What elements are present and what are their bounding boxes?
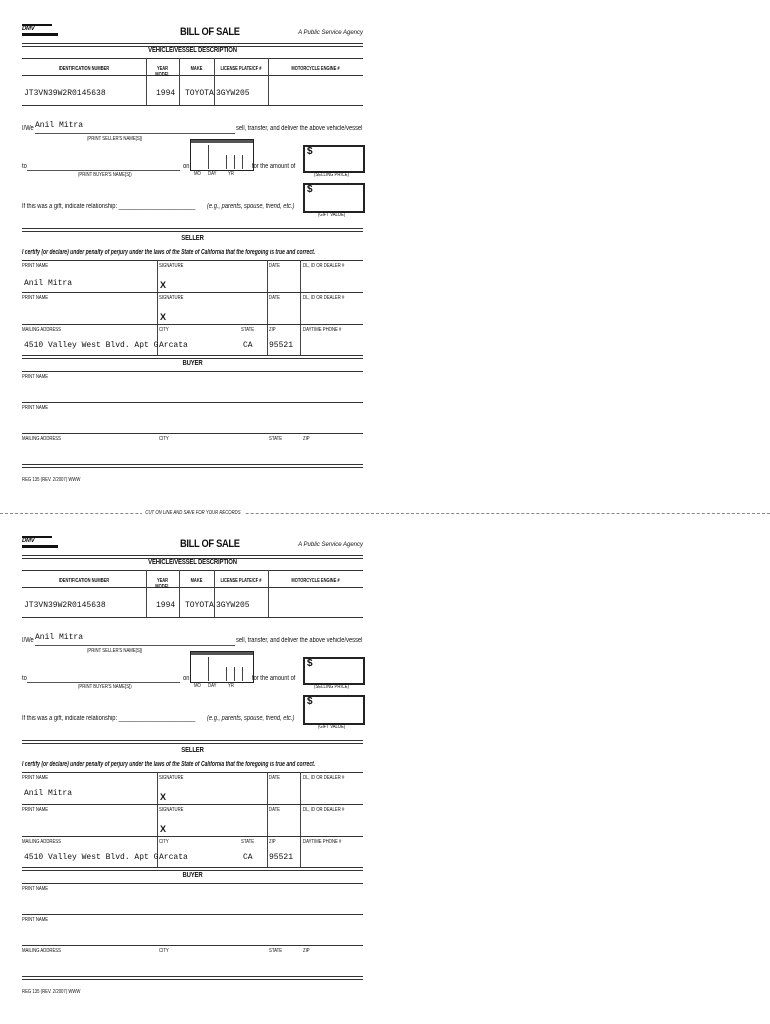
address-value: 4510 Valley West Blvd. Apt G xyxy=(24,853,159,862)
agency-text: A Public Service Agency xyxy=(298,542,363,548)
dl-id-label: DL, ID OR DEALER # xyxy=(303,295,345,301)
seller-section-title: SELLER xyxy=(181,747,204,754)
mailing-label: MAILING ADDRESS xyxy=(22,839,61,845)
year-value: 1994 xyxy=(156,601,176,610)
gift-value-label: (GIFT VALUE) xyxy=(318,724,346,730)
signature-label: SIGNATURE xyxy=(159,807,184,813)
state-label: STATE xyxy=(241,327,255,333)
state-value: CA xyxy=(243,853,253,862)
print-name-label: PRINT NAME xyxy=(22,807,49,813)
mailing-label: MAILING ADDRESS xyxy=(22,327,61,333)
make-value: TOYOTA xyxy=(185,89,214,98)
col-year-header: YEAR MODEL xyxy=(155,578,170,590)
date-label: DATE xyxy=(269,263,281,269)
year-value: 1994 xyxy=(156,89,176,98)
signature-label: SIGNATURE xyxy=(159,775,184,781)
buyer-print-name-label: PRINT NAME xyxy=(22,886,49,892)
col-make-header: MAKE xyxy=(190,66,203,72)
iwe-label: I/We xyxy=(22,637,34,644)
dl-id-label: DL, ID OR DEALER # xyxy=(303,263,345,269)
footer-code: REG 135 (REV. 2/2007) WWW xyxy=(22,989,81,995)
certify-text: I certify (or declare) under penalty of perjury under the laws of the State of California that the foregoing is true and correct. xyxy=(22,249,316,256)
dl-id-label: DL, ID OR DEALER # xyxy=(303,775,345,781)
zip-label: ZIP xyxy=(269,327,276,333)
city-label: CITY xyxy=(159,839,169,845)
gift-label: If this was a gift, indicate relationship: ________________________ xyxy=(22,203,196,210)
bill-of-sale-form-2 xyxy=(22,534,363,1014)
vehicle-section-title: VEHICLE/VESSEL DESCRIPTION xyxy=(148,559,237,566)
vehicle-section-title: VEHICLE/VESSEL DESCRIPTION xyxy=(148,47,237,54)
plate-value: 3GYW205 xyxy=(216,89,250,98)
cut-line xyxy=(0,513,770,514)
col-plate-header: LICENSE PLATE/CF # xyxy=(220,578,262,584)
for-amount-label: for the amount of xyxy=(252,675,296,682)
plate-value: 3GYW205 xyxy=(216,601,250,610)
signature-x-2: X xyxy=(160,312,167,322)
sell-transfer-text: sell, transfer, and deliver the above vehicle/vessel xyxy=(236,637,363,644)
signature-label: SIGNATURE xyxy=(159,263,184,269)
gift-value-label: (GIFT VALUE) xyxy=(318,212,346,218)
buyer-mailing-label: MAILING ADDRESS xyxy=(22,948,61,954)
yr-label: YR xyxy=(228,171,234,177)
city-value: Arcata xyxy=(159,853,188,862)
to-label: to xyxy=(22,163,27,170)
dl-id-label: DL, ID OR DEALER # xyxy=(303,807,345,813)
print-buyers-label: (PRINT BUYER'S NAME[S]) xyxy=(78,684,132,690)
print-sellers-label: (PRINT SELLER'S NAME[S]) xyxy=(87,136,143,142)
phone-label: DAYTIME PHONE # xyxy=(303,839,342,845)
dmv-logo: DMV xyxy=(22,22,58,38)
buyer-mailing-label: MAILING ADDRESS xyxy=(22,436,61,442)
make-value: TOYOTA xyxy=(185,601,214,610)
seller-name-value: Anil Mitra xyxy=(35,633,84,642)
dmv-logo: DMV xyxy=(22,534,58,550)
buyer-state-label: STATE xyxy=(269,436,283,442)
selling-price-label: (SELLING PRICE) xyxy=(314,684,349,690)
date-label: DATE xyxy=(269,295,281,301)
buyer-print-name-label: PRINT NAME xyxy=(22,405,49,411)
day-label: DAY xyxy=(208,171,217,177)
buyer-city-label: CITY xyxy=(159,436,169,442)
iwe-label: I/We xyxy=(22,125,34,132)
buyer-section-title: BUYER xyxy=(182,360,203,367)
state-label: STATE xyxy=(241,839,255,845)
buyer-section-title: BUYER xyxy=(182,872,203,879)
gift-eg-text: (e.g., parents, spouse, friend, etc.) xyxy=(207,715,295,722)
city-value: Arcata xyxy=(159,341,188,350)
phone-label: DAYTIME PHONE # xyxy=(303,327,342,333)
gift-value-box[interactable]: $ xyxy=(303,695,365,725)
signature-x-1: X xyxy=(160,280,167,290)
for-amount-label: for the amount of xyxy=(252,163,296,170)
footer-code: REG 135 (REV. 2/2007) WWW xyxy=(22,477,81,483)
buyer-state-label: STATE xyxy=(269,948,283,954)
buyer-zip-label: ZIP xyxy=(303,436,310,442)
to-label: to xyxy=(22,675,27,682)
col-plate-header: LICENSE PLATE/CF # xyxy=(220,66,262,72)
seller1-name-value: Anil Mitra xyxy=(24,279,73,288)
buyer-city-label: CITY xyxy=(159,948,169,954)
buyer-zip-label: ZIP xyxy=(303,948,310,954)
selling-price-box[interactable]: $ xyxy=(303,657,365,685)
selling-price-label: (SELLING PRICE) xyxy=(314,172,349,178)
vin-value: JT3VN39W2R0145638 xyxy=(24,89,106,98)
form-title: BILL OF SALE xyxy=(180,26,240,38)
mo-label: MO xyxy=(194,171,201,177)
yr-label: YR xyxy=(228,683,234,689)
vin-value: JT3VN39W2R0145638 xyxy=(24,601,106,610)
selling-price-box[interactable]: $ xyxy=(303,145,365,173)
certify-text: I certify (or declare) under penalty of perjury under the laws of the State of California that the foregoing is true and correct. xyxy=(22,761,316,768)
signature-x-1: X xyxy=(160,792,167,802)
bill-of-sale-form-1 xyxy=(22,22,363,502)
on-label: on xyxy=(183,675,190,682)
seller-section-title: SELLER xyxy=(181,235,204,242)
print-buyers-label: (PRINT BUYER'S NAME[S]) xyxy=(78,172,132,178)
gift-eg-text: (e.g., parents, spouse, friend, etc.) xyxy=(207,203,295,210)
col-id-header: IDENTIFICATION NUMBER xyxy=(58,578,110,584)
date-label: DATE xyxy=(269,807,281,813)
signature-x-2: X xyxy=(160,824,167,834)
date-label: DATE xyxy=(269,775,281,781)
gift-label: If this was a gift, indicate relationship: ________________________ xyxy=(22,715,196,722)
mo-label: MO xyxy=(194,683,201,689)
gift-value-box[interactable]: $ xyxy=(303,183,365,213)
print-name-label: PRINT NAME xyxy=(22,295,49,301)
cut-line-label: CUT ON LINE AND SAVE FOR YOUR RECORDS xyxy=(142,510,244,516)
state-value: CA xyxy=(243,341,253,350)
col-id-header: IDENTIFICATION NUMBER xyxy=(58,66,110,72)
sell-transfer-text: sell, transfer, and deliver the above vehicle/vessel xyxy=(236,125,363,132)
form-title: BILL OF SALE xyxy=(180,538,240,550)
zip-value: 95521 xyxy=(269,853,294,862)
city-label: CITY xyxy=(159,327,169,333)
day-label: DAY xyxy=(208,683,217,689)
print-sellers-label: (PRINT SELLER'S NAME[S]) xyxy=(87,648,143,654)
address-value: 4510 Valley West Blvd. Apt G xyxy=(24,341,159,350)
zip-value: 95521 xyxy=(269,341,294,350)
seller1-name-value: Anil Mitra xyxy=(24,789,73,798)
print-name-label: PRINT NAME xyxy=(22,263,49,269)
agency-text: A Public Service Agency xyxy=(298,30,363,36)
zip-label: ZIP xyxy=(269,839,276,845)
col-year-header: YEAR MODEL xyxy=(155,66,170,78)
print-name-label: PRINT NAME xyxy=(22,775,49,781)
buyer-print-name-label: PRINT NAME xyxy=(22,917,49,923)
seller-name-value: Anil Mitra xyxy=(35,121,84,130)
col-engine-header: MOTORCYCLE ENGINE # xyxy=(291,66,340,72)
buyer-print-name-label: PRINT NAME xyxy=(22,374,49,380)
on-label: on xyxy=(183,163,190,170)
col-engine-header: MOTORCYCLE ENGINE # xyxy=(291,578,340,584)
signature-label: SIGNATURE xyxy=(159,295,184,301)
col-make-header: MAKE xyxy=(190,578,203,584)
